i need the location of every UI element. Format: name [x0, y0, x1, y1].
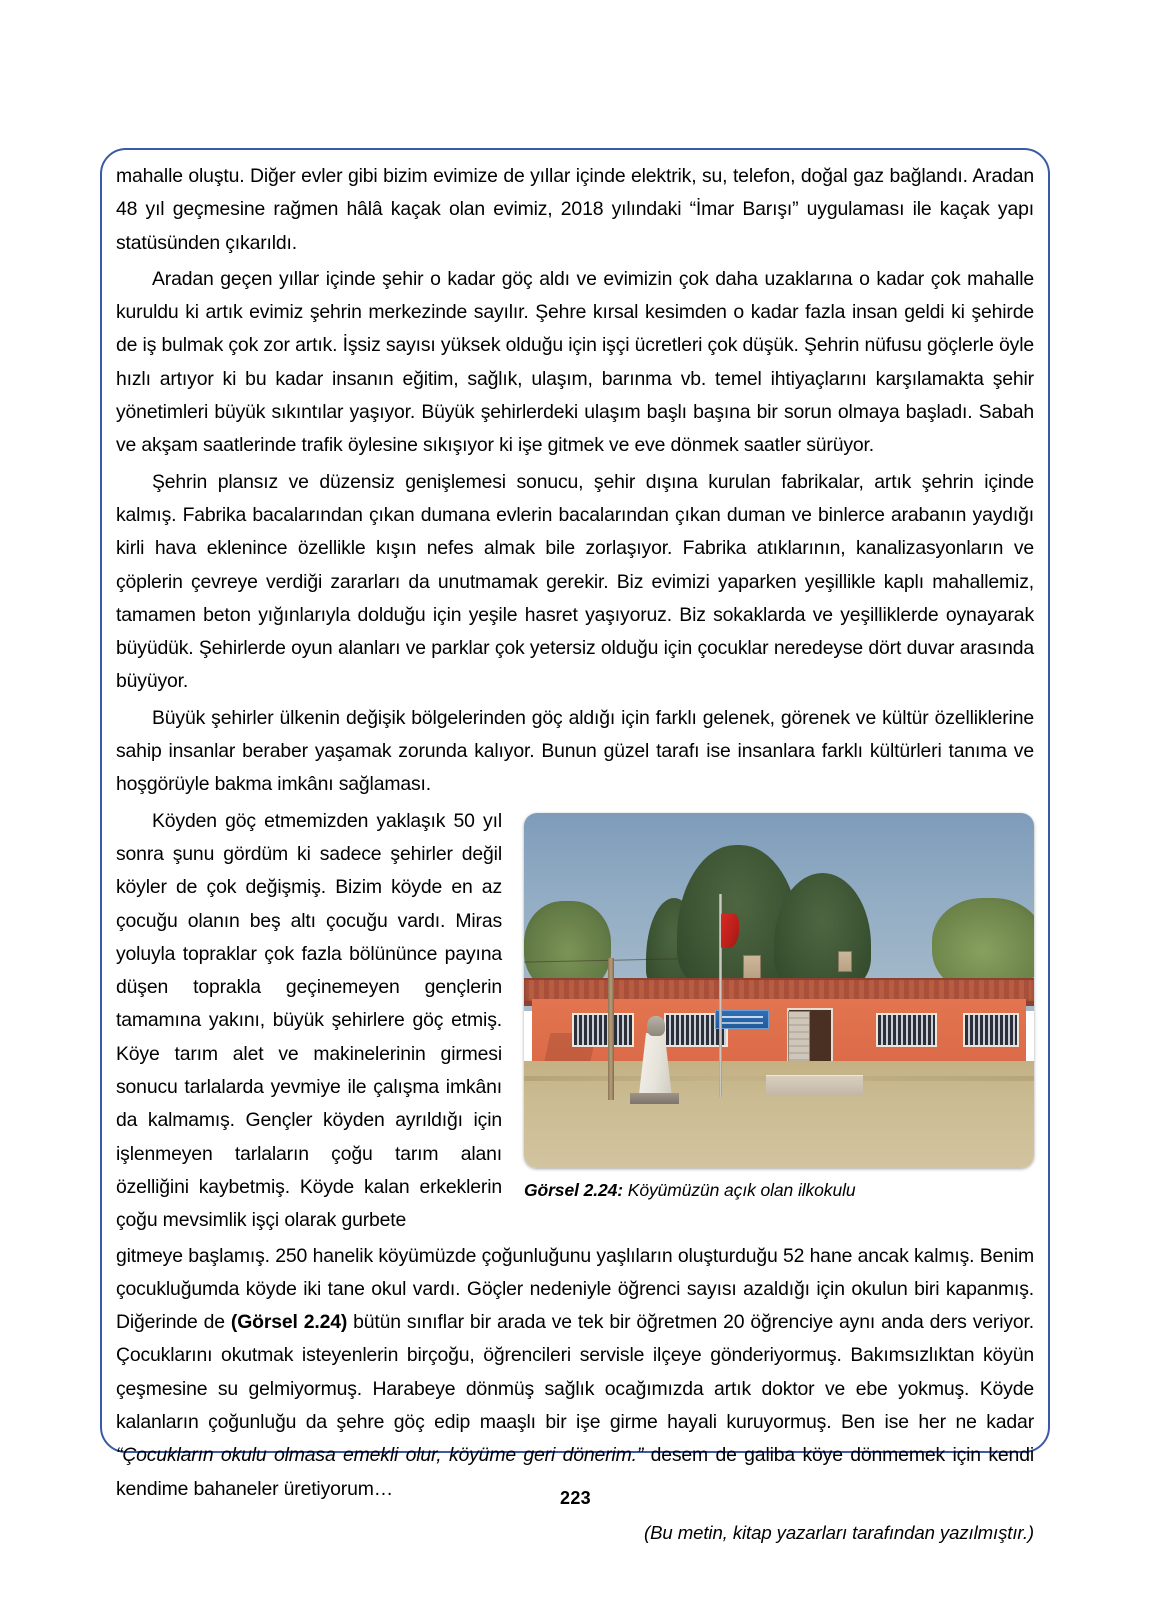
entrance-steps [766, 1075, 863, 1096]
school-sign [715, 1010, 769, 1030]
text-with-figure-section [116, 805, 1034, 1238]
paragraph-3: Şehrin plansız ve düzensiz genişlemesi sonucu, şehir dışına kurulan fabrikalar, artık şehrin içinde kalmış. Fabrika bacalarından çıkan dumana evlerin bacalarından çıkan duman ve binlerce arabanın yaydığı kirli hava eklenince özellikle kışın nefes almak bile zorlaşıyor. Fabrika atıklarının, kanalizasyonların ve çöplerin çevreye verdiği zararları da unutmamak gerekir. Biz evimizi yaparken yeşillikle kaplı mahallemiz, tamamen beton yığınlarıyla dolduğu için yeşile hasret yaşıyoruz. Biz sokaklarda ve yeşilliklerde oynayarak büyüdük. Şehirlerde oyun alanları ve parklar çok yetersiz olduğu için çocuklar neredeyse dört duvar arasında büyüyor. [116, 470, 1034, 693]
window-3 [876, 1013, 937, 1047]
chimney-left [743, 955, 760, 980]
paragraph-4: Büyük şehirler ülkenin değişik bölgelerinden göç aldığı için farklı gelenek, görenek ve kültür özelliklerine sahip insanlar beraber yaşamak zorunda kalıyor. Bunun güzel tarafı ise insanlara farklı kültürleri tanıma ve hoşgörüyle bakma imkânı sağlaması. [116, 706, 1034, 796]
gorsel-reference-bold: (Görsel 2.24) [230, 1311, 348, 1334]
closing-text-part-1: gitmeye başlamış. 250 hanelik köyümüzde çoğunluğunu yaşlıların oluşturduğu 52 hane ancak kalmış. Benim çocukluğumda köyde iki tane okul vardı. Göçler nedeniyle öğrenci sayısı azaldığı için okulun biri kapanmış. Diğerinde de [116, 1244, 1034, 1334]
inline-quote: “Çocukların okulu olmasa emekli olur, köyüme geri dönerim.” [116, 1444, 644, 1467]
window-4 [963, 1013, 1019, 1047]
window-1 [572, 1013, 633, 1047]
chimney-right [838, 951, 852, 972]
photo-village-school [524, 813, 1034, 1168]
paragraph-5-wrapped: Köyden göç etmemizden yaklaşık 50 yıl sonra şunu gördüm ki sadece şehirler değil köyler de çok değişmiş. Bizim köyde en az çocuğu olanın beş altı çocuğu vardı. Miras yoluyla topraklar çok fazla bölününce payına düşen toprakla geçinemeyen gençlerin tamamına yakını, büyük şehirlere göç etmiş. Köye tarım alet ve makinelerinin girmesi sonucu tarlalarda yevmiye ile çalışma imkânı da kalmamış. Gençler köyden ayrıldığı için işlenmeyen tarlaların çoğu tarım alanı özelliğini kaybetmiş. Köyde kalan erkeklerin çoğu mevsimlik işçi olarak gurbete [116, 809, 502, 1232]
paragraph-1: mahalle oluştu. Diğer evler gibi bizim evimize de yıllar içinde elektrik, su, telefon, doğal gaz bağlandı. Aradan 48 yıl geçmesine rağmen hâlâ kaçak olan evimiz, 2018 yılındaki “İmar Barışı” uygulaması ile kaçak yapı statüsünden çıkarıldı. [116, 165, 1034, 254]
figure-caption-label: Görsel 2.24: [524, 1179, 623, 1200]
page-number: 223 [560, 1488, 591, 1508]
utility-pole [608, 958, 614, 1100]
ataturk-bust-head [647, 1016, 664, 1036]
figure-caption [524, 1179, 1034, 1201]
closing-text-part-2: bütün sınıflar bir arada ve tek bir öğretmen 20 öğrenciye aynı anda ders veriyor. Çocuklarını okutmak isteyenlerin birçoğu, öğrencileri servisle ilçeye gönderiyormuş. Bakımsızlıktan köyün çeşmesine su gelmiyormuş. Harabeye dönmüş sağlık ocağımızda artık doktor ve ebe yokmuş. Köyde kalanların çoğunluğu da şehre göç edip maaşlı bir işe girme hayali kuruyormuş. Ben ise her ne kadar [116, 1311, 1034, 1433]
figure-caption-text: Köyümüzün açık olan ilkokulu [623, 1179, 856, 1200]
paragraph-2: Aradan geçen yıllar içinde şehir o kadar göç aldı ve evimizin çok daha uzaklarına o kadar çok mahalle kuruldu ki artık evimiz şehrin merkezinde sayılır. Şehre kırsal kesimden o kadar fazla insan geldi ki şehirde de iş bulmak çok zor artık. İşsiz sayısı yüksek olduğu için işçi ücretleri çok düşük. Şehrin nüfusu göçlerle öyle hızlı artıyor ki bu kadar insanın eğitim, sağlık, ulaşım, barınma vb. temel ihtiyaçlarını karşılamakta şehir yönetimleri büyük sıkıntılar yaşıyor. Büyük şehirlerdeki ulaşım başlı başına bir sorun olmaya başladı. Sabah ve akşam saatlerinde trafik öylesine sıkışıyor ki işe gitmek ve eve dönmek saatler sürüyor. [116, 267, 1034, 457]
figure-village-school [524, 813, 1034, 1201]
source-note: (Bu metin, kitap yazarları tarafından yazılmıştır.) [644, 1521, 1034, 1543]
paragraph-6-closing [116, 1238, 1034, 1506]
ataturk-bust-plinth [630, 1093, 678, 1104]
closing-text-part-3: desem de galiba köye dönmemek için kendi kendime bahaneler üretiyorum… [116, 1444, 1034, 1500]
